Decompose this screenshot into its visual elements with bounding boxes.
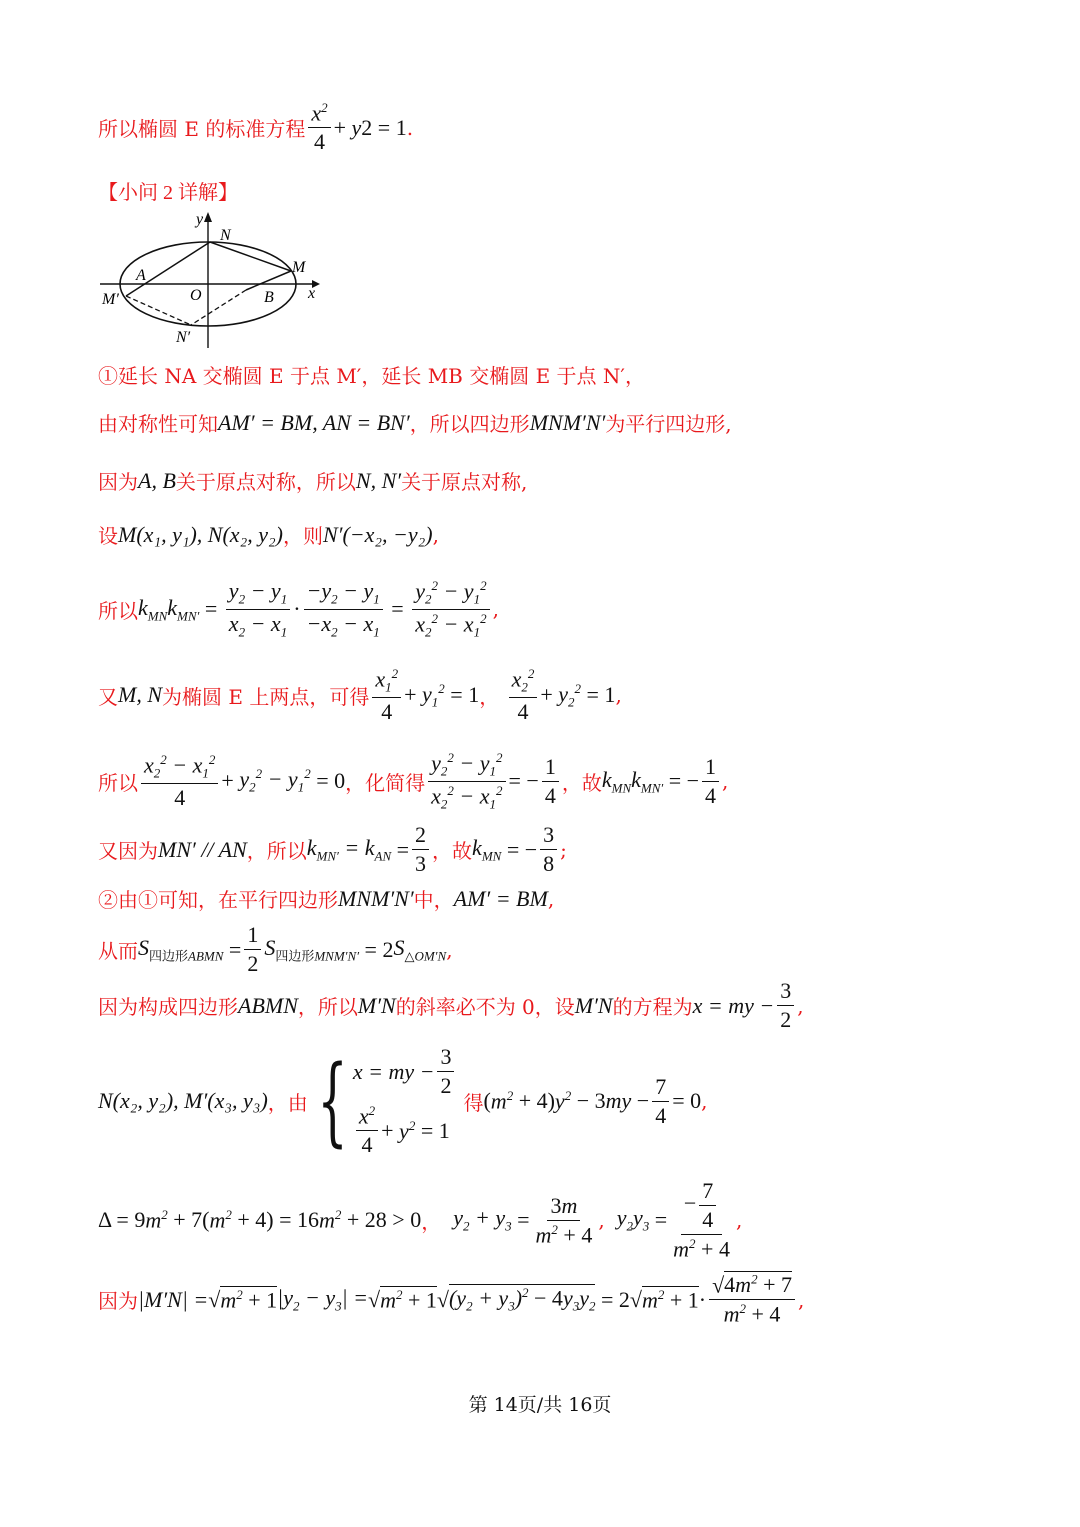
line-step9: ②由①可知，在平行四边形 MNM′N′ 中， AM′ = BM , <box>98 885 555 912</box>
label-y: y <box>196 211 204 228</box>
line-standard-equation: 所以椭圆 E 的标准方程 $\frac{x^2}{4}$ + y 2 = 1 . <box>98 100 414 155</box>
label-N: N <box>220 227 231 244</box>
line-step13-discriminant: Δ = 9 $m^2$ + 7( $m^2$ + 4) = 16 $m^2$ + 28 > 0 ， $y_2 + y_3$ = $\frac{3m}{m^2 + 4}$ , $y_2y_3$ = − $\frac{7}{4}$ $m^2 + 4$ , <box>98 1178 743 1262</box>
ellipse-diagram <box>96 208 326 348</box>
equation-system: x = my − $\frac{3}{2}$ $\frac{x^2}{4}$ + $y^2$ = 1 <box>353 1044 458 1158</box>
label-Nprime: N′ <box>176 329 191 346</box>
label-M: M <box>292 259 306 276</box>
line-step8: 又因为 MN′ // AN ，所以 $k_{MN'} = k_{AN}$ = $\frac{2}{3}$ ，故 $k_{MN}$ = − $\frac{3}{8}$ ; <box>98 822 567 876</box>
system-brace: { <box>317 1045 348 1158</box>
label-B: B <box>264 289 274 306</box>
label-x: x <box>308 285 316 302</box>
line-step6: 又 M, N 为椭圆 E 上两点，可得 $\frac{x_1^2}{4}$ + $y_1^2$ = 1 ， $\frac{x_2^2}{4}$ + $y_2^2$ = 1 , <box>98 666 622 724</box>
line-step4: 设 M(x₁, y₁), N(x₂, y₂) ，则 N′(−x₂, −y₂) , <box>98 521 439 548</box>
line-step2: 由对称性可知 AM′ = BM, AN = BN′ ，所以四边形 MNM′N′ 为平行四边形, <box>98 409 732 436</box>
label-O: O <box>190 287 202 304</box>
label-A: A <box>136 267 146 284</box>
section-heading: 【小问 2 详解】 <box>98 182 238 204</box>
label-Mprime: M′ <box>102 291 119 308</box>
line-step14-chord-length: 因为 |M′N| = √ $m^2 + 1$ $|y_2 - y_3|$ = √ $m^2 + 1$ √ $(y_2 + y_3)^2 - 4y_3y_2$ = 2√ $m^2 + 1$ · $\frac{√4m^2 + 7}{m^2 + 4}$ , <box>98 1272 805 1327</box>
segment-MB <box>246 271 291 290</box>
line-step11: 因为构成四边形 ABMN ，所以 M′N 的斜率必不为 0，设 M′N 的方程为 x = my − $\frac{3}{2}$ , <box>98 978 804 1032</box>
text-step1: ①延长 NA 交椭圆 E 于点 M′，延长 MB 交椭圆 E 于点 N′， <box>98 364 645 388</box>
segment-MpNp <box>126 296 191 325</box>
line-step1 <box>98 360 645 389</box>
text-standard-equation: 所以椭圆 E 的标准方程 <box>98 117 306 142</box>
y-axis-arrow <box>204 212 212 222</box>
section-title <box>98 176 238 205</box>
line-step10-area: 从而 $S_{四边形ABMN}$ = $\frac{1}{2}$ $S_{四边形MNM'N'}$ = 2 $S_{\triangle OM'N}$ , <box>98 922 453 976</box>
line-step3: 因为 A, B 关于原点对称，所以 N, N′ 关于原点对称, <box>98 467 528 494</box>
fraction-x2-over-4: $\frac{x^2}{4}$ <box>308 100 330 155</box>
line-step12-system: N(x₂, y₂), M′(x₃, y₃) ，由 { x = my − $\frac{3}{2}$ $\frac{x^2}{4}$ + $y^2$ = 1 得 ( $m^2$ + 4) $y^2$ − 3 my − $\frac{7}{4}$ = 0 , <box>98 1044 708 1158</box>
page-footer: 第 14页/共 16页 <box>468 1394 612 1416</box>
line-step5-slope-product: 所以 $k_{MN}k_{MN'}$ = $\frac{y_2 - y_1}{x_2 - x_1}$ · $\frac{-y_2 - y_1}{-x_2 - x_1}$ = $\frac{y_2^2 - y_1^2}{x_2^2 - x_1^2}$ , <box>98 578 499 640</box>
line-step7: 所以 $\frac{x_2^2 - x_1^2}{4}$ + $y_2^2 - y_1^2$ = 0 ，化简得 $\frac{y_2^2 - y_1^2}{x_2^2 - x_1^2}$ = − $\frac{1}{4}$ ，故 $k_{MN}k_{MN'}$ = − $\frac{1}{4}$ , <box>98 750 729 812</box>
